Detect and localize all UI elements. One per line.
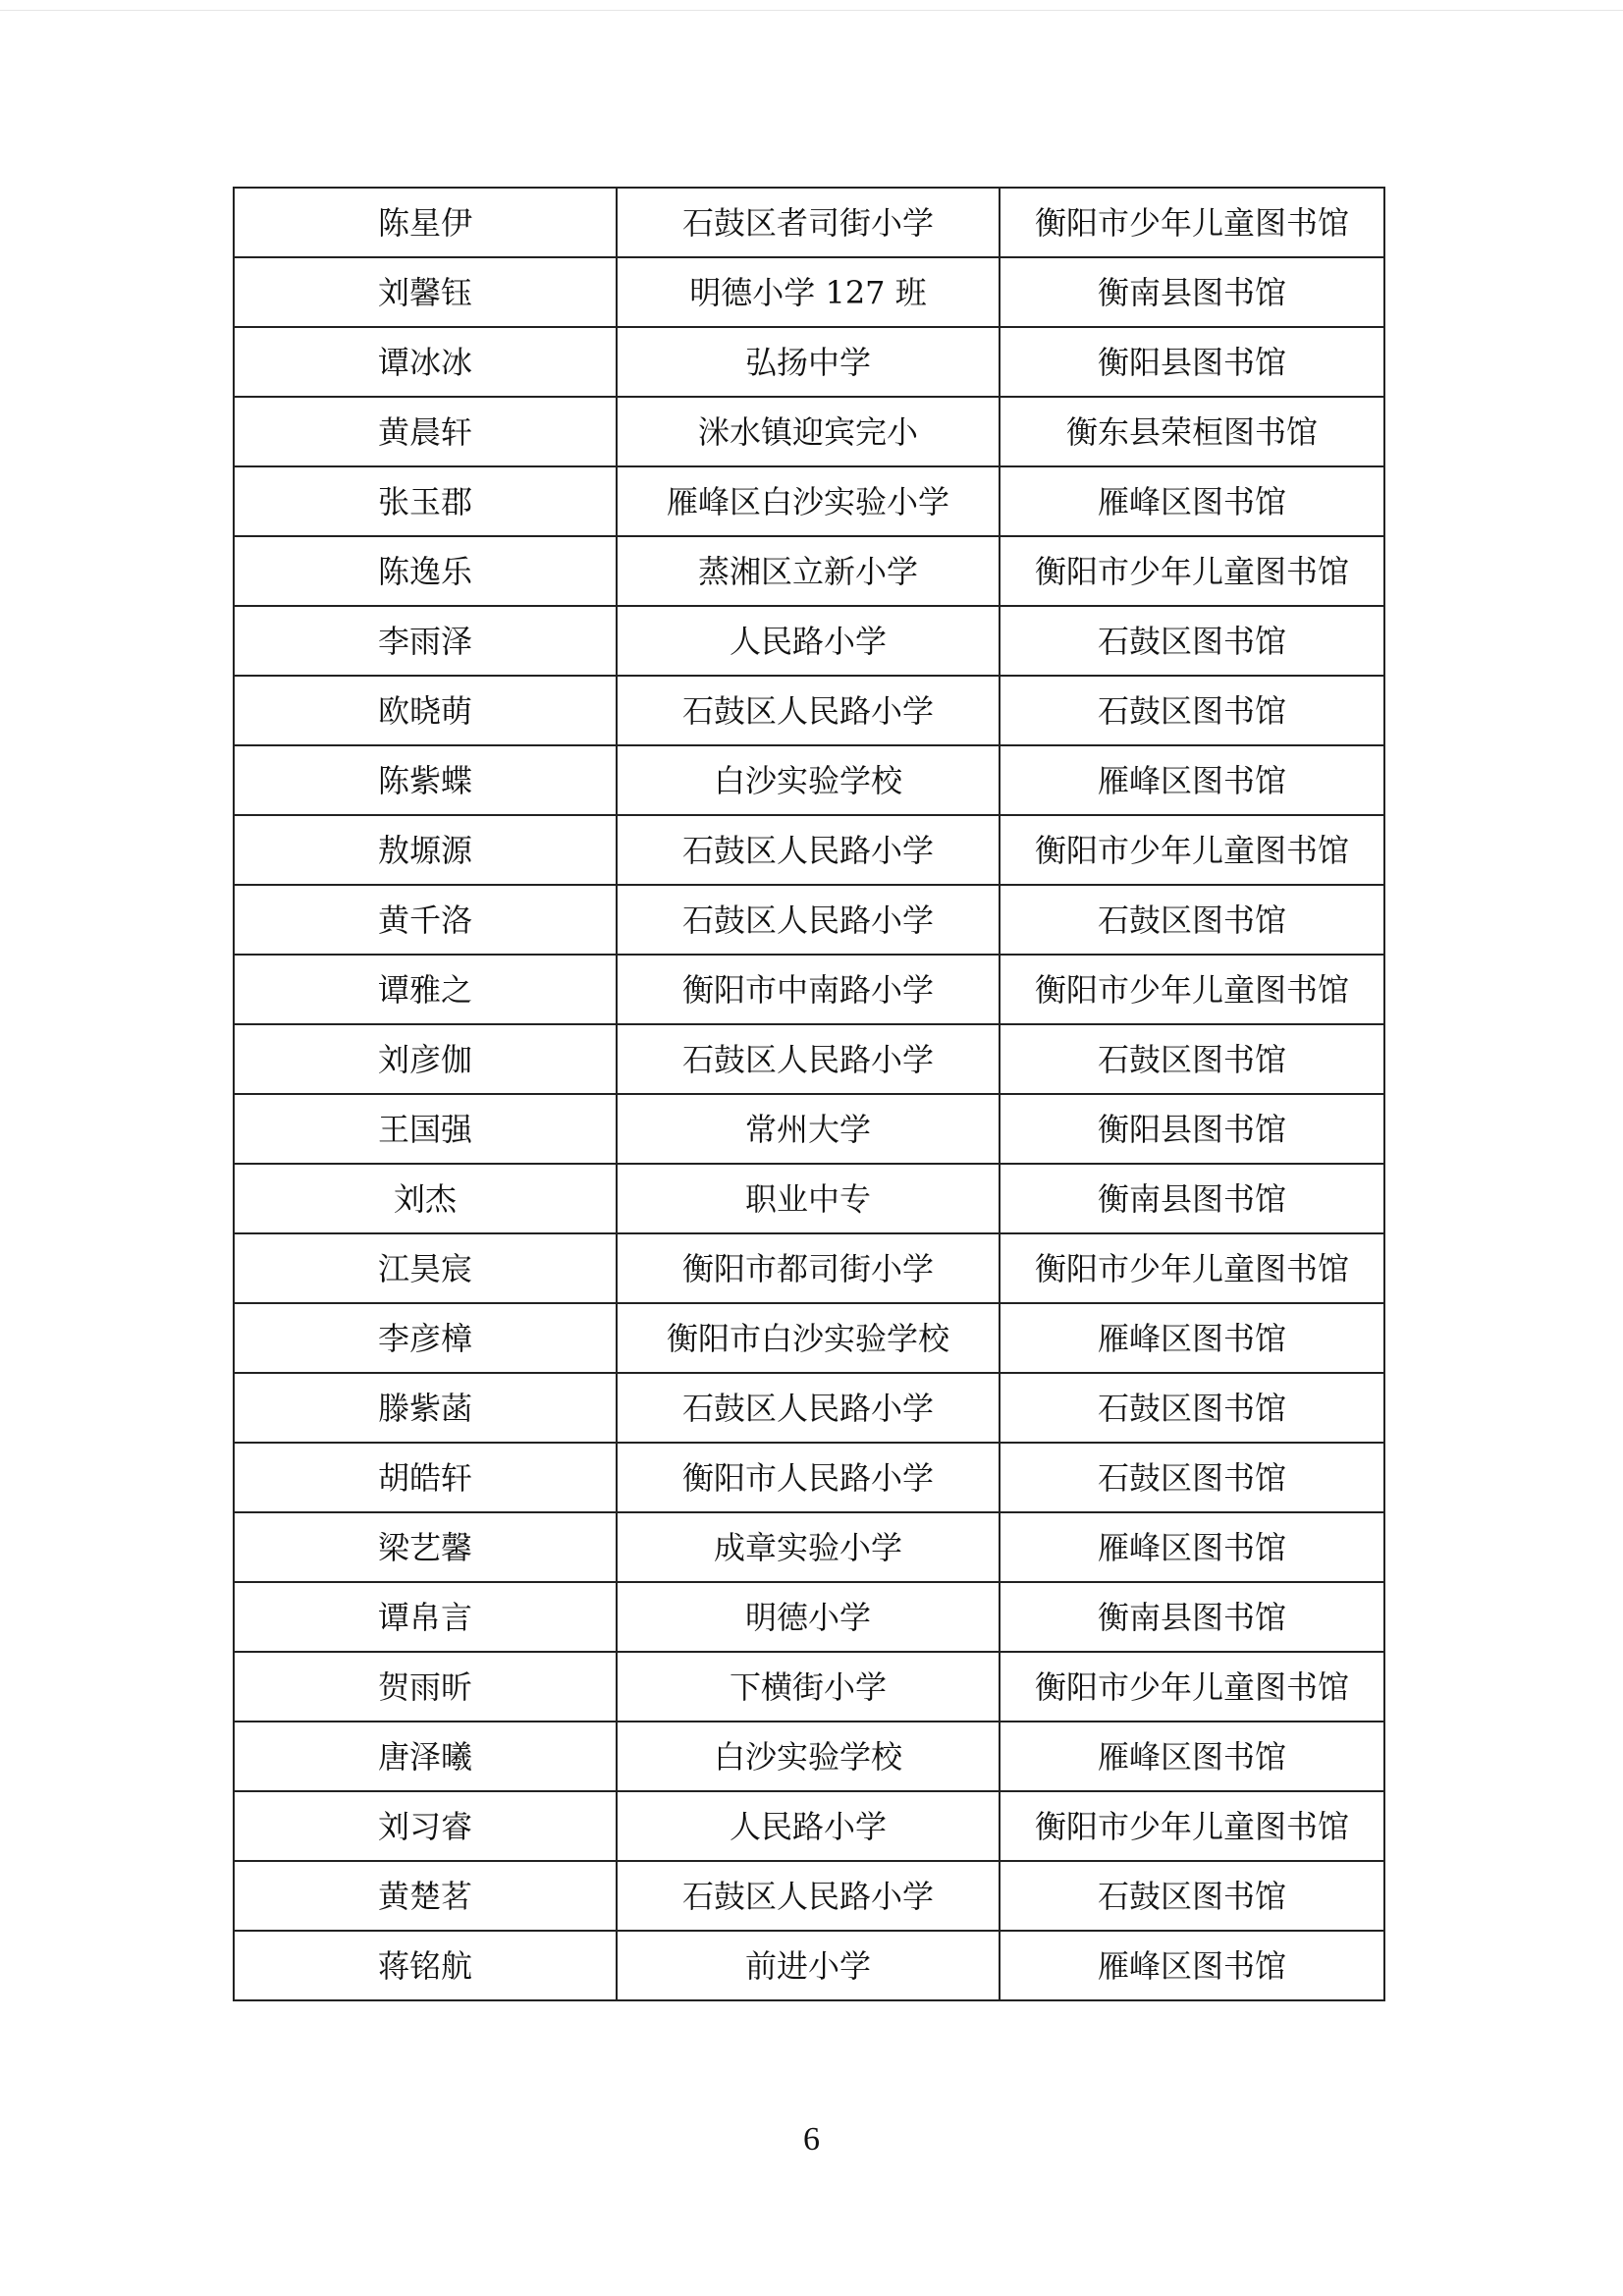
table-row [234,1582,1384,1652]
table-row [234,1512,1384,1582]
table-row [234,1722,1384,1791]
student-name-cell: 陈星伊 [234,188,617,257]
table-row [234,397,1384,466]
library-cell: 雁峰区图书馆 [1000,1512,1384,1582]
library-cell: 衡南县图书馆 [1000,1582,1384,1652]
table-row [234,745,1384,815]
table-row [234,327,1384,397]
student-name-cell: 胡皓轩 [234,1443,617,1512]
student-name-cell: 黄晨轩 [234,397,617,466]
student-name-cell: 陈紫蝶 [234,745,617,815]
scan-edge-line [0,10,1623,11]
library-cell: 衡阳市少年儿童图书馆 [1000,815,1384,885]
school-cell: 衡阳市白沙实验学校 [617,1303,1000,1373]
table-row [234,815,1384,885]
table-row [234,1233,1384,1303]
school-cell: 明德小学 127 班 [617,257,1000,327]
student-name-cell: 陈逸乐 [234,536,617,606]
library-cell: 雁峰区图书馆 [1000,1722,1384,1791]
school-cell: 成章实验小学 [617,1512,1000,1582]
library-cell: 衡阳县图书馆 [1000,327,1384,397]
library-cell: 衡东县荣桓图书馆 [1000,397,1384,466]
student-name-cell: 唐泽曦 [234,1722,617,1791]
school-cell: 明德小学 [617,1582,1000,1652]
student-name-cell: 梁艺馨 [234,1512,617,1582]
library-cell: 石鼓区图书馆 [1000,1861,1384,1931]
page-number: 6 [803,2121,820,2158]
library-cell: 石鼓区图书馆 [1000,1443,1384,1512]
school-cell: 蒸湘区立新小学 [617,536,1000,606]
student-name-cell: 贺雨昕 [234,1652,617,1722]
school-cell: 前进小学 [617,1931,1000,2000]
student-name-cell: 谭冰冰 [234,327,617,397]
student-name-cell: 李彦樟 [234,1303,617,1373]
library-cell: 衡南县图书馆 [1000,257,1384,327]
student-name-cell: 刘彦伽 [234,1024,617,1094]
school-cell: 常州大学 [617,1094,1000,1164]
student-name-cell: 江昊宸 [234,1233,617,1303]
student-name-cell: 欧晓萌 [234,676,617,745]
student-name-cell: 蒋铭航 [234,1931,617,2000]
table-row [234,1094,1384,1164]
library-cell: 雁峰区图书馆 [1000,466,1384,536]
school-cell: 人民路小学 [617,1791,1000,1861]
student-name-cell: 张玉郡 [234,466,617,536]
school-cell: 石鼓区人民路小学 [617,676,1000,745]
student-name-cell: 刘习睿 [234,1791,617,1861]
table-row [234,676,1384,745]
student-name-cell: 黄千洛 [234,885,617,955]
library-cell: 雁峰区图书馆 [1000,1931,1384,2000]
library-cell: 石鼓区图书馆 [1000,1373,1384,1443]
participant-table [233,187,1385,2001]
school-cell: 石鼓区人民路小学 [617,885,1000,955]
library-cell: 衡阳市少年儿童图书馆 [1000,1233,1384,1303]
table-row [234,885,1384,955]
library-cell: 衡阳市少年儿童图书馆 [1000,1652,1384,1722]
school-cell: 职业中专 [617,1164,1000,1233]
school-cell: 洣水镇迎宾完小 [617,397,1000,466]
student-name-cell: 滕紫菡 [234,1373,617,1443]
library-cell: 石鼓区图书馆 [1000,1024,1384,1094]
table-row [234,1443,1384,1512]
table-row [234,536,1384,606]
table-row [234,188,1384,257]
school-cell: 白沙实验学校 [617,1722,1000,1791]
table-row [234,955,1384,1024]
table-row [234,466,1384,536]
school-cell: 白沙实验学校 [617,745,1000,815]
participant-table-body [234,188,1384,2000]
school-cell: 石鼓区人民路小学 [617,1024,1000,1094]
student-name-cell: 李雨泽 [234,606,617,676]
library-cell: 石鼓区图书馆 [1000,606,1384,676]
school-cell: 石鼓区者司街小学 [617,188,1000,257]
library-cell: 衡阳县图书馆 [1000,1094,1384,1164]
table-row [234,1024,1384,1094]
table-row [234,1373,1384,1443]
library-cell: 雁峰区图书馆 [1000,1303,1384,1373]
school-cell: 衡阳市人民路小学 [617,1443,1000,1512]
library-cell: 衡阳市少年儿童图书馆 [1000,1791,1384,1861]
student-name-cell: 谭雅之 [234,955,617,1024]
school-cell: 雁峰区白沙实验小学 [617,466,1000,536]
library-cell: 石鼓区图书馆 [1000,676,1384,745]
library-cell: 石鼓区图书馆 [1000,885,1384,955]
table-row [234,1861,1384,1931]
school-cell: 人民路小学 [617,606,1000,676]
table-row [234,1791,1384,1861]
school-cell: 衡阳市都司街小学 [617,1233,1000,1303]
student-name-cell: 王国强 [234,1094,617,1164]
table-row [234,1303,1384,1373]
school-cell: 下横街小学 [617,1652,1000,1722]
table-row [234,1164,1384,1233]
table-row [234,1652,1384,1722]
student-name-cell: 刘杰 [234,1164,617,1233]
table-row [234,606,1384,676]
student-name-cell: 谭帛言 [234,1582,617,1652]
table-row [234,257,1384,327]
school-cell: 弘扬中学 [617,327,1000,397]
library-cell: 衡阳市少年儿童图书馆 [1000,188,1384,257]
school-cell: 衡阳市中南路小学 [617,955,1000,1024]
table-row [234,1931,1384,2000]
library-cell: 衡阳市少年儿童图书馆 [1000,955,1384,1024]
library-cell: 雁峰区图书馆 [1000,745,1384,815]
library-cell: 衡南县图书馆 [1000,1164,1384,1233]
library-cell: 衡阳市少年儿童图书馆 [1000,536,1384,606]
school-cell: 石鼓区人民路小学 [617,815,1000,885]
student-name-cell: 敖塬源 [234,815,617,885]
student-name-cell: 刘馨钰 [234,257,617,327]
student-name-cell: 黄楚茗 [234,1861,617,1931]
school-cell: 石鼓区人民路小学 [617,1861,1000,1931]
school-cell: 石鼓区人民路小学 [617,1373,1000,1443]
